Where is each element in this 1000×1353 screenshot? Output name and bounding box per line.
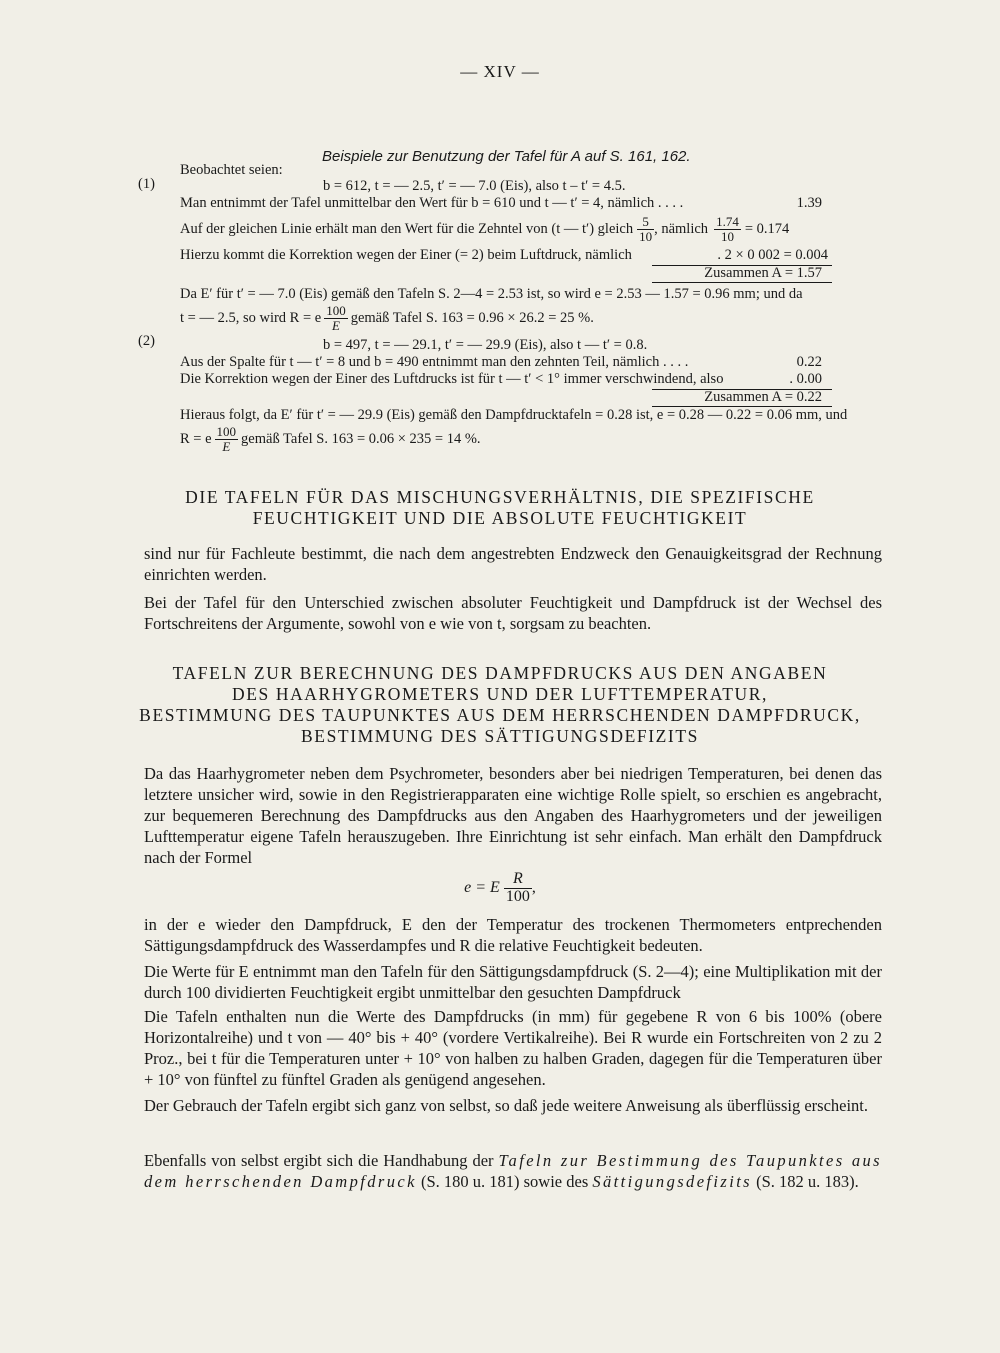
fraction: $\frac{100}{E}$ — [216, 423, 237, 454]
section-2-paragraph-2: in der e wieder den Dampfdruck, E den der Temperatur des trockenen Thermometers entprechenden Sättigungsdampfdruck des Wasserdampfes und R die relative Feuchtigkeit bedeuten. — [144, 915, 882, 955]
example-2-line3: Die Korrektion wegen der Einer des Luftdrucks ist für t — t′ < 1° immer verschwindend, also — [180, 371, 724, 387]
example-1-line1: b = 612, t = — 2.5, t′ = — 7.0 (Eis), also t – t′ = 4.5. — [323, 178, 626, 194]
example-1-line6: t = — 2.5, so wird R = e $\frac{100}{E}$ gemäß Tafel S. 163 = 0.96 × 26.2 = 25 %. — [180, 302, 594, 333]
section-2-paragraph-4: Die Tafeln enthalten nun die Werte des Dampfdrucks (in mm) für gegebene R von 6 bis 100% (obere Horizontalreihe) und t von — 40° bis + 40° (vordere Vertikalreihe). Bei R wurde ein Fortschreiten von 2 zu 2 Proz., bei t für die Temperaturen unter + 10° von halben zu halben Graden, dagegen für die Temperaturen über + 10° von fünftel zu fünftel Graden als genügend angesehen. — [144, 1007, 882, 1089]
example-title: Beispiele zur Benutzung der Tafel für A auf S. 161, 162. — [322, 148, 691, 165]
example-1-line3-value: = 0.174 — [744, 220, 790, 237]
section-1-paragraph-1: sind nur für Fachleute bestimmt, die nach dem angestrebten Endzweck den Genauigkeitsgrad der Rechnung einrichten werden. — [144, 544, 882, 584]
section-2-paragraph-3: Die Werte für E entnimmt man den Tafeln für den Sättigungsdampfdruck (S. 2—4); eine Multiplikation mit der durch 100 dividierten Feuchtigkeit ergibt unmittelbar den gesuchten Dampfdruck — [144, 962, 882, 1002]
example-2-line5: R = e $\frac{100}{E}$ gemäß Tafel S. 163 = 0.06 × 235 = 14 %. — [180, 423, 481, 454]
fraction: $\frac{1.74}{10}$ — [716, 213, 739, 244]
example-1-line3-text: Auf der gleichen Linie erhält man den Wert für die Zehntel von (t — t′) gleich — [180, 220, 634, 237]
page-number: — XIV — — [460, 62, 540, 81]
example-2-line1: b = 497, t = — 29.1, t′ = — 29.9 (Eis), also t — t′ = 0.8. — [323, 337, 648, 353]
example-2-sum: Zusammen A = 0.22 — [704, 389, 822, 405]
fraction: $\frac{R}{100}$ — [505, 869, 530, 905]
section-1-heading: DIE TAFELN FÜR DAS MISCHUNGSVERHÄLTNIS, DIE SPEZIFISCHE FEUCHTIGKEIT UND DIE ABSOLUTE FEUCHTIGKEIT — [185, 487, 815, 528]
example-2-number: (2) — [138, 333, 155, 349]
section-2-body — [144, 914, 882, 1116]
example-2-line2: Aus der Spalte für t — t′ = 8 und b = 490 entnimmt man den zehnten Teil, nämlich . . . . — [180, 354, 689, 370]
section-1-body — [144, 543, 882, 634]
sum-rule — [652, 282, 832, 283]
example-2-line3-value: . 0.00 — [789, 371, 822, 387]
example-2-line4: Hieraus folgt, da E′ für t′ = — 29.9 (Eis) gemäß den Dampfdrucktafeln = 0.28 ist, e = 0.28 — 0.22 = 0.06 mm, und — [180, 407, 848, 423]
example-1-line5: Da E′ für t′ = — 7.0 (Eis) gemäß den Tafeln S. 2—4 = 2.53 ist, so wird e = 2.53 — 1.57 = 0.96 mm; und da — [180, 286, 803, 302]
section-2-paragraph-5: Der Gebrauch der Tafeln ergibt sich ganz von selbst, so daß jede weitere Anweisung als überflüssig erscheint. — [144, 1096, 869, 1115]
section-2-heading: TAFELN ZUR BERECHNUNG DES DAMPFDRUCKS AUS DEN ANGABEN DES HAARHYGROMETERS UND DER LUFTTEMPERATUR, BESTIMMUNG DES TAUPUNKTES AUS DEM HERRSCHENDEN DAMPFDRUCK, BESTIMMUNG DES SÄTTIGUNGSDEFIZITS — [139, 663, 861, 746]
example-2-line2-value: 0.22 — [796, 354, 822, 370]
example-1-line3: Auf der gleichen Linie erhält man den Wert für die Zehntel von (t — t′) gleich $\frac{5}{10}$ , nämlich $\frac{1.74}{10}$ = 0.174 — [180, 213, 790, 244]
example-1-sum: Zusammen A = 1.57 — [704, 265, 822, 281]
fraction: $\frac{100}{E}$ — [326, 302, 346, 333]
section-2-paragraph-1: Da das Haarhygrometer neben dem Psychrometer, besonders aber bei niedrigen Temperaturen, bei denen das letztere unsicher wird, sowie in den Registrierapparaten eine wichtige Rolle spielt, so erschien es angebracht, zur bequemeren Berechnung des Dampfdrucks aus den Angaben des Haarhygrometers und der jeweiligen Lufttemperatur eigene Tafeln herauszugeben. Ihre Einrichtung ist sehr einfach. Man erhält den Dampfdruck nach der Formel — [144, 764, 882, 867]
section-1-paragraph-2: Bei der Tafel für den Unterschied zwischen absoluter Feuchtigkeit und Dampfdruck ist der Wechsel des Fortschreitens der Argumente, sowohl von e wie von t, sorgsam zu beachten. — [144, 593, 882, 633]
fraction: $\frac{5}{10}$ — [639, 213, 653, 244]
example-1-line2-value: 1.39 — [796, 195, 822, 211]
example-1-line2: Man entnimmt der Tafel unmittelbar den Wert für b = 610 und t — t′ = 4, nämlich . . . . — [180, 195, 684, 211]
formula: e = E $\frac{R}{100}$ , — [464, 869, 536, 905]
example-intro: Beobachtet seien: — [180, 162, 283, 178]
example-1-line4: Hierzu kommt die Korrektion wegen der Einer (= 2) beim Luftdruck, nämlich — [180, 247, 632, 263]
example-1-line4-value: . 2 × 0 002 = 0.004 — [717, 247, 828, 263]
section-2-paragraph-6: Ebenfalls von selbst ergibt sich die Handhabung der Tafeln zur Bestimmung des Taupunktes aus dem herrschenden Dampfdruck (S. 180 u. 181) sowie des Sättigungsdefizits (S. 182 u. 183). — [144, 1151, 883, 1191]
example-1-number: (1) — [138, 176, 155, 192]
